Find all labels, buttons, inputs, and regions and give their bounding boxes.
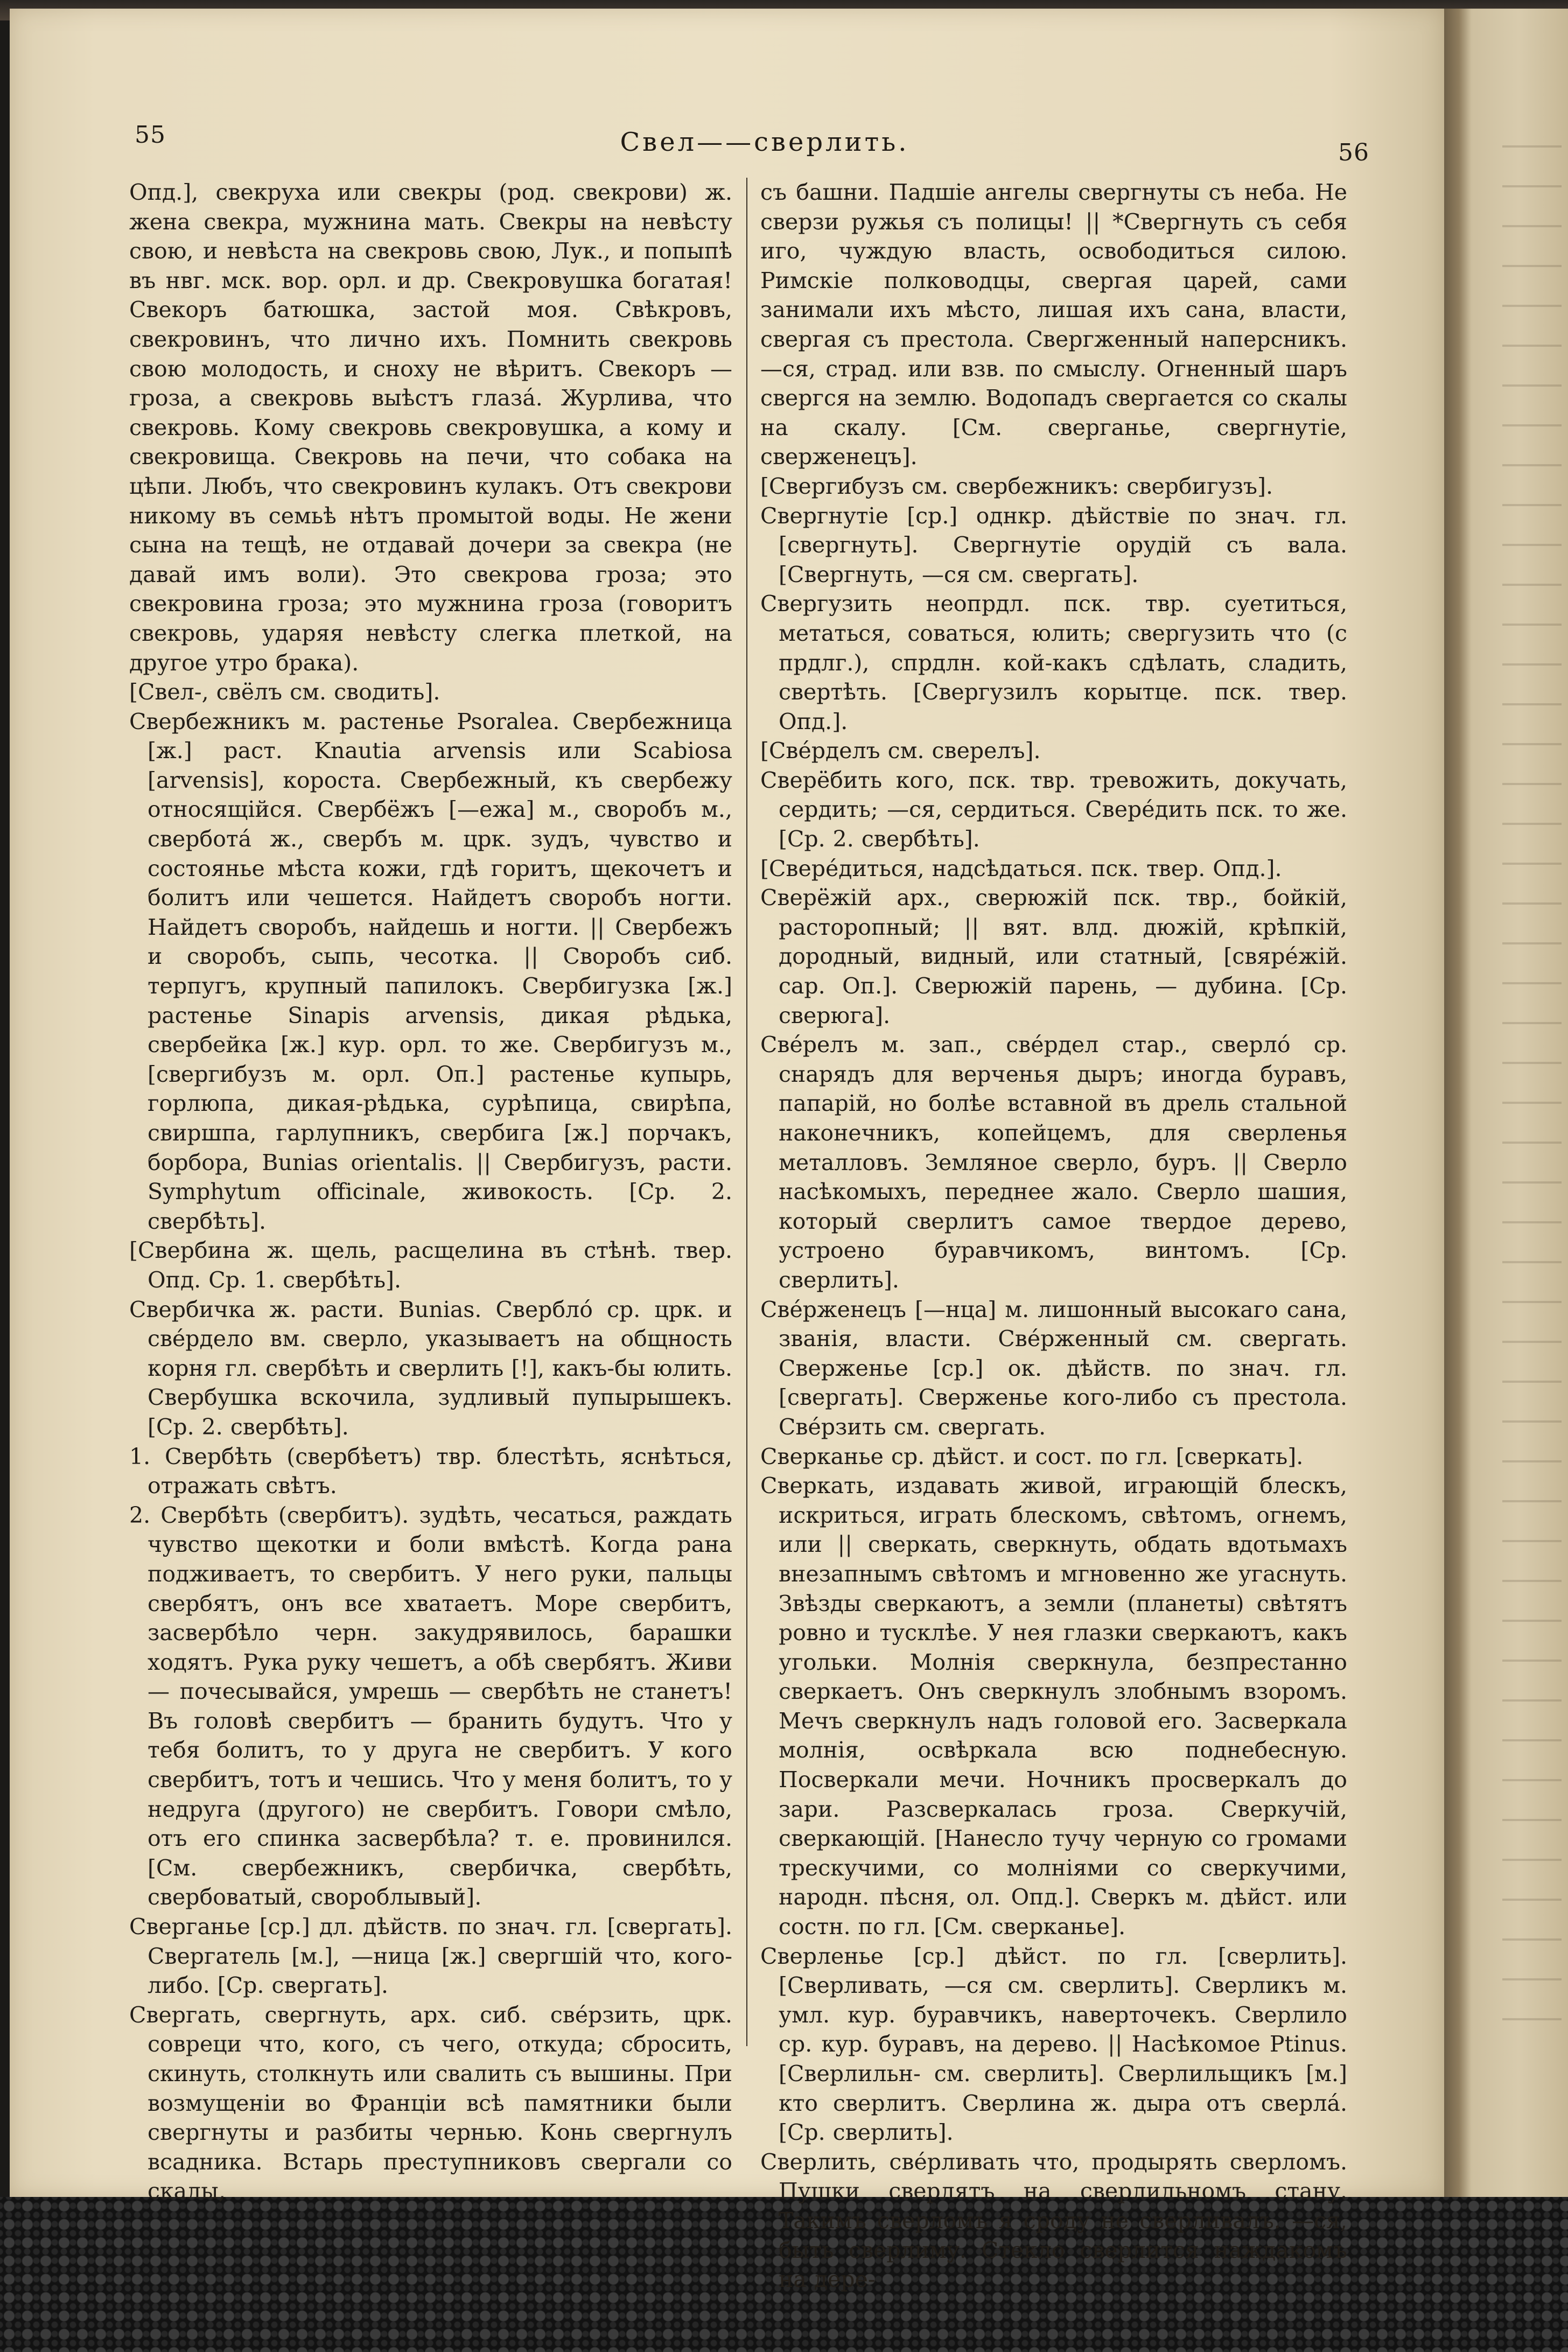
dictionary-entry: Сверкать, издавать живой, играющій блескъ, искриться, играть блескомъ, свѣтомъ, огнемъ, или || сверкать, сверкнуть, обдать вдотьмахъ внезапнымъ свѣтомъ и мгновенно же угаснуть. Звѣзды сверкаютъ, а земли (планеты) свѣтятъ ровно и тусклѣе. У нея глазки сверкаютъ, какъ угольки. Молнія сверкнула, безпрестанно сверкаетъ. Онъ сверкнулъ злобнымъ взоромъ. Мечъ сверкнулъ надъ головой его. Засверкала молнія, освѣркала всю поднебесную. Посверкали мечи. Ночникъ просверкалъ до зари. Разсверкалась гроза. Сверкучій, сверкающій. [Нанесло тучу черную со громами трескучими, со молніями со сверкучими, народн. пѣсня, ол. Опд.]. Сверкъ м. дѣйст. или состн. по гл. [См. сверканье]. bbox=[760, 1473, 1347, 1940]
adjacent-page-text-shadow bbox=[1502, 108, 1562, 2046]
entry-continuation: Опд.], свекруха или свекры (род. свекрови) ж. жена свекра, мужнина мать. Свекры на невѣсту свою, и невѣста на свекровь свою, Лук., и попыпѣ въ нвг. мск. вор. орл. и др. Свекровушка богатая! Свекоръ батюшка, застой моя. Свѣкровъ, свекровинъ, что лично ихъ. Помнить свекровь свою молодость, и сноху не вѣритъ. Свекоръ — гроза, а свекровь выѣстъ глазá. Журлива, что свекровь. Кому свекровь свекровушка, а кому и свекровища. Свекровь на печи, что собака на цѣпи. Любъ, что свекровинъ кулакъ. Отъ свекрови никому въ семьѣ нѣтъ промытой воды. Не жени сына на тещѣ, не отдавай дочери за свекра (не давай имъ воли). Это свекрова гроза; это свекровина гроза; это мужнина гроза (говоритъ свекровь, ударяя невѣсту слегка плеткой, на другое утро брака). bbox=[129, 179, 732, 676]
dictionary-entry: Свербичка ж. расти. Bunias. Сверблó ср. црк. и свéрдело вм. сверло, указываетъ на общность корня гл. свербѣть и сверлить [!], какъ-бы юлить. Свербушка вскочила, зудливый пупырышекъ. [Ср. 2. свербѣть]. bbox=[129, 1296, 732, 1440]
dictionary-entry: 1. Свербѣть (свербѣетъ) твр. блестѣть, яснѣться, отражать свѣтъ. bbox=[129, 1443, 732, 1499]
dictionary-entry: [Свéрделъ см. сверелъ]. bbox=[760, 738, 1041, 764]
dictionary-entry: Свéрженецъ [—нца] м. лишонный высокаго сана, званія, власти. Свéрженный см. свергать. Сверженье [ср.] ок. дѣйств. по знач. гл. [свергать]. Сверженье кого-либо съ престола. Свéрзить см. свергать. bbox=[760, 1296, 1347, 1440]
entry-continuation: съ башни. Падшіе ангелы свергнуты съ неба. Не сверзи ружья съ полицы! || *Свергнуть съ себя иго, чуждую власть, освободиться силою. Римскіе полководцы, свергая царей, сами занимали ихъ мѣсто, лишая ихъ сана, власти, свергая съ престола. Свергженный наперсникъ. —ся, страд. или взв. по смыслу. Огненный шаръ свергся на землю. Водопадъ свергается со скалы на скалу. [См. сверганье, свергнутіе, сверженецъ]. bbox=[760, 179, 1347, 470]
dictionary-entry: Свергнутіе [ср.] однкр. дѣйствіе по знач. гл. [свергнуть]. Свергнутіе орудій съ вала. [Свергнуть, —ся см. свергать]. bbox=[760, 502, 1347, 587]
dictionary-entry: Сверленье [ср.] дѣйст. по гл. [сверлить]. [Сверливать, —ся см. сверлить]. Сверликъ м. умл. кур. буравчикъ, наверточекъ. Сверлило ср. кур. буравъ, на дерево. || Насѣкомое Ptinus. [Сверлильн- см. сверлить]. Сверлильщикъ [м.] кто сверлитъ. Сверлина ж. дыра отъ сверлá. [Ср. сверлить]. bbox=[760, 1943, 1347, 2146]
dictionary-entry: Сверганье [ср.] дл. дѣйств. по знач. гл. [свергать]. Свергатель [м.], —ница [ж.] свергшій что, кого-либо. [Ср. свергать]. bbox=[129, 1914, 732, 1999]
dictionary-entry: Свергать, свергнуть, арх. сиб. свéрзить, црк. совреци что, кого, съ чего, откуда; сбросить, скинуть, столкнуть или свалить съ вышины. При возмущеніи во Франціи всѣ памятники были свергнуты и разбиты чернью. Конь свергнулъ всадника. Встарь преступниковъ свергали со скалы, bbox=[129, 2001, 732, 2204]
dictionary-entry: Сверёбить кого, пск. твр. тревожить, докучать, сердить; —ся, сердиться. Сверéдить пск. то же. [Ср. 2. свербѣть]. bbox=[760, 767, 1347, 852]
left-column bbox=[129, 178, 732, 2204]
dictionary-entry: 2. Свербѣть (свербитъ). зудѣть, чесаться, раждать чувство щекотки и боли вмѣстѣ. Когда рана подживаетъ, то свербитъ. У него руки, пальцы свербятъ, онъ все хватаетъ. Море свербитъ, засвербѣло черн. закудрявилось, барашки ходятъ. Рука руку чешетъ, а обѣ свербятъ. Живи — почесывайся, умрешь — свербѣть не станетъ! Въ головѣ свербитъ — бранить будутъ. Что у тебя болитъ, то у друга не свербитъ. У кого свербитъ, тотъ и чешись. Что у меня болитъ, то у недруга (другого) не свербитъ. Говори смѣло, отъ его спинка засвербѣла? т. е. провинился. [См. свербежникъ, свербичка, свербѣть, свербоватый, свороблывый]. bbox=[129, 1502, 732, 1910]
dictionary-entry: Сверёжій арх., сверюжій пск. твр., бойкій, расторопный; || вят. влд. дюжій, крѣпкій, дородный, видный, или статный, [свярéжій. сар. Оп.]. Сверюжій парень, — дубина. [Ср. сверюга]. bbox=[760, 885, 1347, 1028]
dictionary-entry: Свергузить неопрдл. пск. твр. суетиться, метаться, соваться, юлить; свергузить что (с прдлг.), спрдлн. кой-какъ сдѣлать, сладить, свертѣть. [Свергузилъ корытце. пск. твер. Опд.]. bbox=[760, 591, 1347, 734]
dictionary-entry: [Свел-, свёлъ см. сводить]. bbox=[129, 679, 440, 705]
dictionary-entry: [Свергибузъ см. свербежникъ: свербигузъ]. bbox=[760, 473, 1273, 499]
dictionary-entry: [Свербина ж. щель, расщелина въ стѣнѣ. твер. Опд. Ср. 1. свербѣть]. bbox=[129, 1237, 732, 1293]
column-divider bbox=[746, 178, 747, 2046]
dictionary-entry: Сверлить, свéрливать что, продырять сверломъ. Пушки сверлятъ на сверлильномъ стану. Такимъ сверломъ я сроду не сверливалъ. —ся, быть сверлиму. Стекло сверлится наждакомъ на дере- bbox=[760, 2148, 1347, 2293]
running-head: Свел——сверлить. bbox=[620, 127, 909, 157]
page-number-left: 55 bbox=[135, 121, 166, 149]
right-column bbox=[760, 178, 1347, 2293]
page-number-right: 56 bbox=[1338, 139, 1369, 166]
dictionary-entry: Свербежникъ м. растенье Psoralea. Свербежница [ж.] раст. Knautia arvensis или Scabiosa [arvensis], короста. Свербежный, къ свербежу относящійся. Свербёжъ [—ежа] м., своробъ м., сверботá ж., свербъ м. црк. зудъ, чувство и состоянье мѣста кожи, гдѣ горитъ, щекочетъ и болитъ или чешется. Найдетъ своробъ ногти. Найдетъ своробъ, найдешь и ногти. || Свербежъ и своробъ, сыпь, чесотка. || Своробъ сиб. терпугъ, крупный папилокъ. Свербигузка [ж.] растенье Sinapis arvensis, дикая рѣдька, свербейка [ж.] кур. орл. то же. Свербигузъ м., [свергибузъ м. орл. Оп.] растенье купырь, горлюпа, дикая-рѣдька, сурѣпица, свирѣпа, свиршпа, гарлупникъ, свербига [ж.] порчакъ, борбора, Bunias orientalis. || Свербигузъ, расти. Symphytum officinale, живокость. [Ср. 2. свербѣть]. bbox=[129, 708, 732, 1234]
dictionary-entry: [Сверéдиться, надсѣдаться. пск. твер. Опд.]. bbox=[760, 855, 1282, 881]
dictionary-entry: Сверканье ср. дѣйст. и сост. по гл. [сверкать]. bbox=[760, 1443, 1304, 1469]
dictionary-entry: Свéрелъ м. зап., свéрдел стар., сверлó ср. снарядъ для верченья дыръ; иногда буравъ, папарій, но болѣе вставной въ дрель стальной наконечникъ, копейцемъ, для сверленья металловъ. Земляное сверло, буръ. || Сверло насѣкомыхъ, переднее жало. Сверло шашия, который сверлитъ самое твердое дерево, устроено буравчикомъ, винтомъ. [Ср. сверлить]. bbox=[760, 1032, 1347, 1293]
